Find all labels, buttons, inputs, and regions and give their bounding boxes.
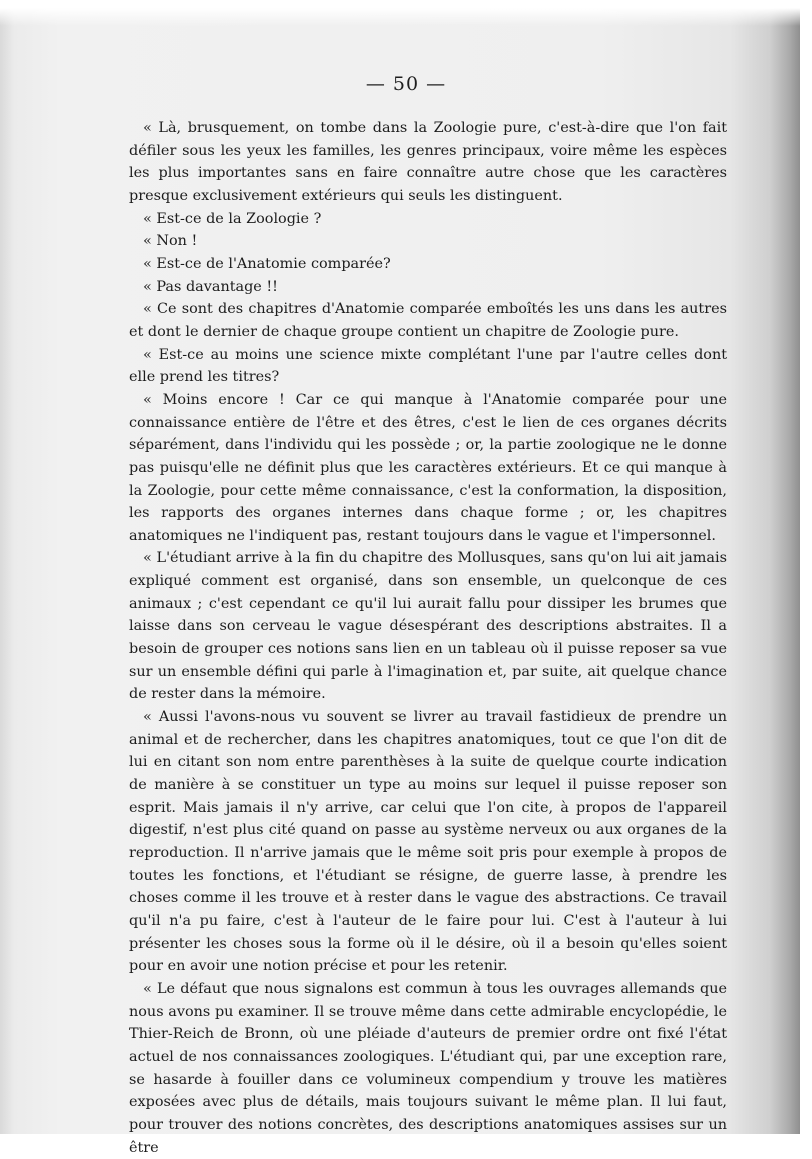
page-number: — 50 —	[365, 73, 447, 95]
paragraph: « Pas davantage !!	[143, 278, 278, 295]
paragraph: « Ce sont des chapitres d'Anatomie comparée emboîtés les uns dans les autres et dont le dernier de chaque groupe contient un chapitre de Zoologie pure.	[129, 301, 727, 340]
body-text	[129, 117, 727, 1159]
paragraph: « Aussi l'avons-nous vu souvent se livrer au travail fastidieux de prendre un animal et de rechercher, dans les chapitres anatomiques, tout ce que l'on dit de lui en citant son nom entre parenthèses à la suite de quelque courte indication de manière à se constituer un type au moins sur lequel il puisse reposer son esprit. Mais jamais il n'y arrive, car celui que l'on cite, à propos de l'appareil digestif, n'est plus cité quand on passe au système nerveux ou aux organes de la reproduction. Il n'arrive jamais que le même soit pris pour exemple à propos de toutes les fonctions, et l'étudiant se résigne, de guerre lasse, à prendre les choses comme il les trouve et à rester dans le vague des abstractions. Ce travail qu'il n'a pu faire, c'est à l'auteur de le faire pour lui. C'est à l'auteur à lui présenter les choses sous la forme où il le désire, où il a besoin qu'elles soient pour en avoir une notion précise et pour les retenir.	[129, 709, 727, 975]
paragraph: « Moins encore ! Car ce qui manque à l'Anatomie comparée pour une connaissance entière de l'être et des êtres, c'est le lien de ces organes décrits séparément, dans l'individu qui les possède ; or, la partie zoologique ne le donne pas puisqu'elle ne définit plus que les caractères extérieurs. Et ce qui manque à la Zoologie, pour cette même connaissance, c'est la conformation, la disposition, les rapports des organes internes dans chaque forme ; or, les chapitres anatomiques ne l'indiquent pas, restant toujours dans le vague et l'impersonnel.	[129, 391, 727, 544]
paragraph: « Non !	[143, 233, 198, 250]
paragraph: « Est-ce de l'Anatomie comparée?	[143, 255, 391, 272]
paragraph: « Là, brusquement, on tombe dans la Zoologie pure, c'est-à-dire que l'on fait défiler sous les yeux les familles, les genres principaux, voire même les espèces les plus importantes sans en faire connaître autre chose que les caractères presque exclusivement extérieurs qui seuls les distinguent.	[129, 120, 727, 204]
paragraph: « Est-ce au moins une science mixte complétant l'une par l'autre celles dont elle prend les titres?	[129, 346, 727, 386]
paragraph: « Est-ce de la Zoologie ?	[143, 210, 322, 227]
paragraph: « Le défaut que nous signalons est commun à tous les ouvrages allemands que nous avons pu examiner. Il se trouve même dans cette admirable encyclopédie, le Thier-Reich de Bronn, où une pléiade d'auteurs de premier ordre ont fixé l'état actuel de nos connaissances zoologiques. L'étudiant qui, par une exception rare, se hasarde à fouiller dans ce volumineux compendium y trouve les matières exposées avec plus de détails, mais toujours suivant le même plan. Il lui faut, pour trouver des notions concrètes, des descriptions anatomiques assises sur un être	[129, 980, 727, 1156]
paragraph: « L'étudiant arrive à la fin du chapitre des Mollusques, sans qu'on lui ait jamais expliqué comment est organisé, dans son ensemble, un quelconque de ces animaux ; c'est cependant ce qu'il lui aurait fallu pour dissiper les brumes que laisse dans son cerveau le vague désespérant des descriptions abstraites. Il a besoin de grouper ces notions sans lien en un tableau où il puisse reposer sa vue sur un ensemble défini qui parle à l'imagination et, par suite, ait quelque chance de rester dans la mémoire.	[129, 550, 727, 703]
